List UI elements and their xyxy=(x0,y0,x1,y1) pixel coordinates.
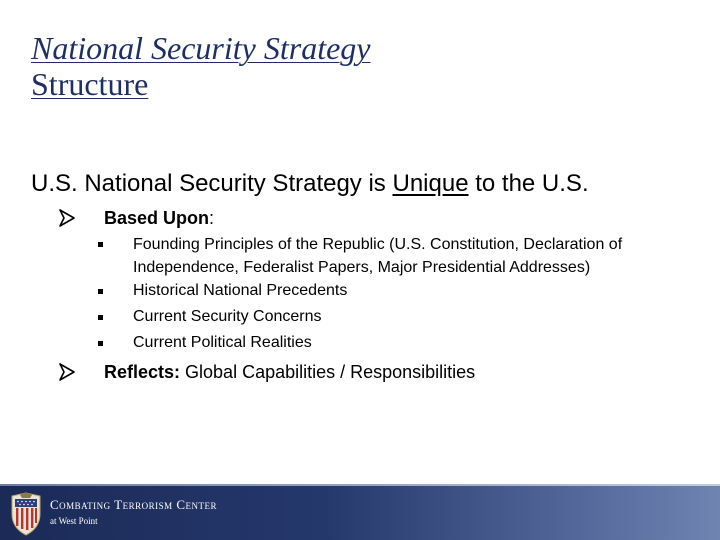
title-line-2: Structure xyxy=(31,66,149,102)
main-statement xyxy=(31,169,589,199)
slide-title xyxy=(31,30,371,102)
main-statement-pre: U.S. National Security Strategy is xyxy=(31,170,393,197)
square-bullet-icon xyxy=(98,315,103,320)
main-statement-post: to the U.S. xyxy=(468,170,589,197)
west-point-seal-icon xyxy=(6,492,46,536)
title-line-1: National Security Strategy xyxy=(31,30,371,66)
square-bullet-icon xyxy=(98,289,103,294)
bullet-based-upon xyxy=(104,207,214,229)
org-name: Combating Terrorism Center xyxy=(50,497,218,512)
square-bullet-icon xyxy=(98,242,103,247)
square-bullet-icon xyxy=(98,341,103,346)
bullet-reflects-text: Global Capabilities / Responsibilities xyxy=(180,362,476,382)
arrow-bullet-icon xyxy=(59,363,75,381)
bullet-based-upon-label: Based Upon xyxy=(104,208,210,228)
sub-bullet-founding-principles: Founding Principles of the Republic (U.S. Constitution, Declaration of Independence, Federalist Papers, Major Presidential Addresses) xyxy=(133,236,623,276)
sub-bullet-historical-precedents: Historical National Precedents xyxy=(133,282,348,299)
bullet-reflects-label: Reflects: xyxy=(104,362,181,382)
main-statement-underlined: Unique xyxy=(392,170,469,197)
bullet-reflects xyxy=(104,361,475,383)
bullet-based-upon-colon: : xyxy=(209,208,215,228)
sub-bullet-security-concerns: Current Security Concerns xyxy=(133,308,322,325)
sub-bullet-political-realities: Current Political Realities xyxy=(133,334,312,351)
org-subtitle: at West Point xyxy=(50,516,98,526)
arrow-bullet-icon xyxy=(59,209,75,227)
